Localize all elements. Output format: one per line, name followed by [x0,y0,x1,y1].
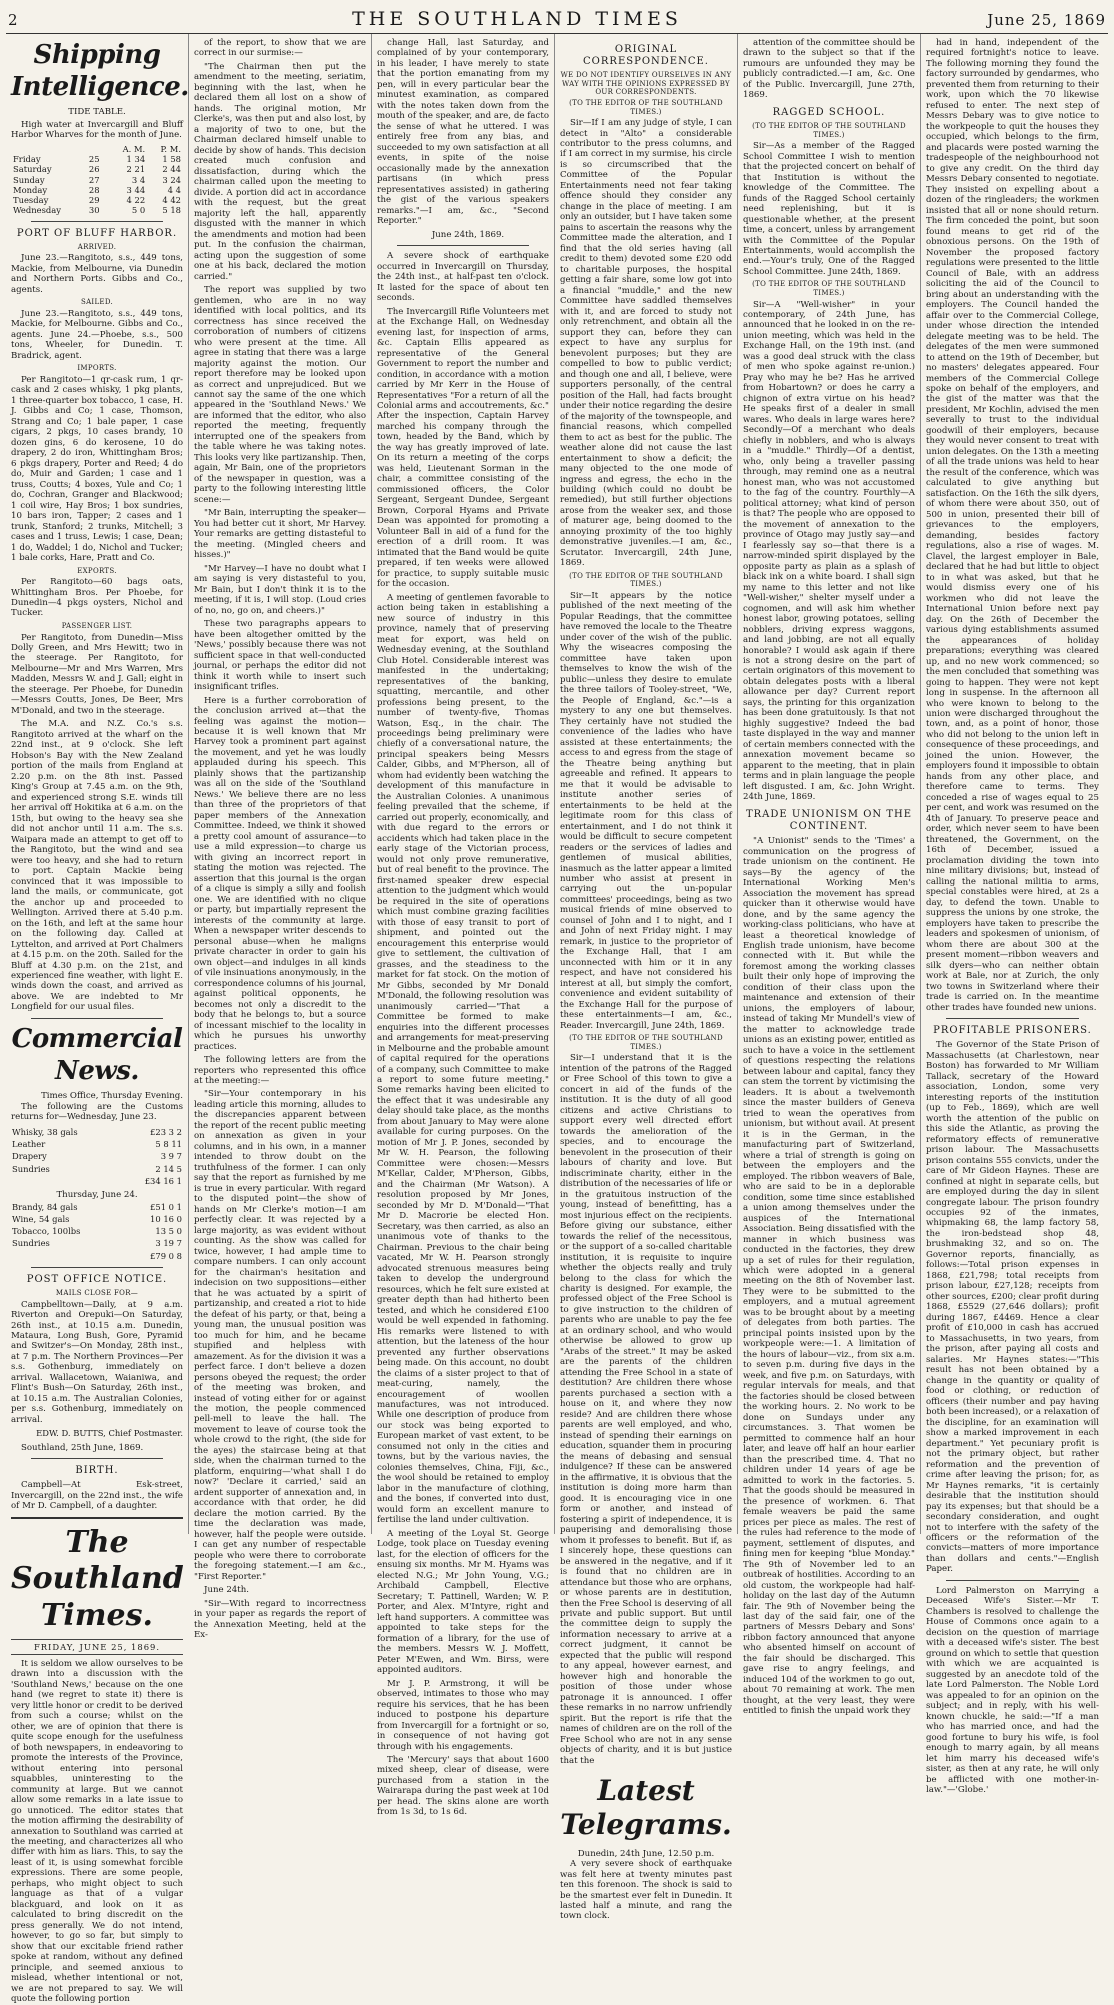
customs-table-wed [11,1126,183,1187]
to-editor: (TO THE EDITOR OF THE SOUTHLAND TIMES.) [569,98,723,116]
news-item: The 'Mercury' says that about 1600 mixed sheep, clear of disease, were purchased from a station in the Wairarapa during the past week at 10d per head. The skins alone are worth from 1s 3d, to 1s 6d. [377,1754,549,1818]
tide-table [11,144,183,216]
thursday-title: Thursday, June 24. [56,1190,138,1201]
newspaper-title: THE SOUTHLAND TIMES [352,8,682,30]
issue-date: June 25, 1869 [987,11,1106,29]
exports-label: EXPORTS. [77,566,117,575]
column-4 [555,34,738,1922]
tide-row: Wednesday 30 5 0 5 18 [13,205,181,216]
commercial-heading: Commercial News. [11,1023,183,1086]
customs-total: £79 0 8 [150,1250,182,1261]
divider [397,245,529,246]
customs-row: Whisky, 38 gals £23 3 2 [12,1126,182,1137]
divider [31,1458,163,1459]
mails-label: MAILS CLOSE FOR— [55,1289,139,1297]
article-text: "Sir—Your contemporary in his leading article this morning, alludes to the discrepancies apparent between the report of the recent public meeting on annexation as given in your columns, and in his own, in a manner intended to throw doubt on the truthfulness of the former. I can only say that the report as furnished by me is true in every particular. With regard to the disputed point—the show of hands on Mr Clerke's motion—I am perfectly clear. It was rejected by a large majority, as was evident without counting. As the show was called for twice, however, I had ample time to compare numbers. I can only account for the chairman's hesitation and indecision on two suppositions—either that he was actuated by a spirit of partizanship, and created a riot to hide the defeat of his party, or that, being a young man, the unusual position was too much for him, and he became stupified and helpless with amazement. As for the division it was a perfect farce. I don't believe a dozen persons obeyed the request; the order of the meeting was broken, and instead of voting either for or against the motion, the people commenced pell-mell to leave the hall. The movement to leave of course took the whole crowd to the right, (the side for the ayes) the staircase being at that side, when the chairman turned to the platform, enquiring—'what shall I do now?' 'Declare it carried,' said an ardent supporter of annexation and, in accordance with that order, he did declare the motion carried. By the time the declaration was made, however, half the people were outside. I can get any number of respectable people who were there to corroborate the foregoing statement.—I am &c., "First Reporter." [194,1089,366,1582]
tide-row: Sunday 27 3 4 3 24 [13,174,181,185]
divider [11,1517,183,1519]
tide-title: TIDE TABLE. [68,107,126,118]
customs-row: Sundries 2 14 5 [12,1163,182,1174]
article-text: had in hand, independent of the required fortnight's notice to leave. The following morning they found the factory surrounded by gendarmes, who prevented them from returning to their work, upon which the 70 likewise refused to enter. The next step of Messrs Debary was to give notice to the workpeople to quit the houses they occupied, which belongs to the firm, and placards were posted warning the tradespeople of the neighbourhood not to give any credit. On the third day Messrs Debary consented to negotiate. They insisted on expelling about a dozen of the ringleaders; the workmen insisted that all or none should return. The firm conceded the point, but soon found means to get rid of the obnoxious persons. On the 19th of November the proposed factory regulations were presented to the little Council of Bale, with an address soliciting the aid of the Council to bring about an understanding with the employers. The Council handed the affair over to the Commercial College, under whose direction the intended delegate meeting was to be held. The delegates of the men were summoned to attend on the 19th of December, but no masters' delegates appeared. Four members of the Commercial College spoke on behalf of the employers, and the gist of the matter was that the president, Mr Kochlin, advised the men severally to trust to the individual goodwill of their employers, because they would never consent to treat with union delegates. On the 13th a meeting of all the trade unions was held to hear the result of the conference, which was calculated to give anything but satisfaction. On the 16th the silk dyers, of whom there were about 350, out of 500 in union, presented their bill of grievances to the employers, demanding, besides factory regulations, also a rise of wages. M. Clavel, the largest employer in Bale, declared that he had but little to object to in what was asked, but that he would dismiss every one of his workmen who did not leave the International Union before next pay day. On the 26th of December the various dying establishments assumed the appearances of holiday preparations; everything was cleared up, and no new work commenced; so the men concluded that something was going to happen. They were not kept long in suspense. In the afternoon all who were known to belong to the union were discharged throughout the town, and, as a point of honor, those who did not belong to the union left in consequence of these proceedings, and joined the union. However, the employers found it impossible to obtain hands from any other place, and therefore came to terms. They conceded a rise of wages equal to 25 per cent, and work was resumed on the 4th of January. To preserve peace and order, which never seem to have been threatened, the Government, on the 16th of December, issued a proclamation dividing the town into nine military divisions; but, instead of calling the national militia to arms, special constables were hired, at 2s a day, to defend the town. Unable to suppress the unions by one stroke, the employers have taken to prescribe the leaders and spokesmen of unionism, of whom there are about 300 at the present moment—ribbon weavers and silk dyers—who can neither obtain work at Bale, nor at Zurich, the only two towns in Switzerland where their trade is carried on. In the meantime other trades have founded new unions. [926,38,1099,1013]
divider [946,1018,1079,1019]
tide-row: Tuesday 29 4 22 4 42 [13,195,181,206]
imports-text: Per Rangitoto—1 qr-cask rum, 1 qr-cask and 2 cases whisky, 1 pkg plants, 1 three-quarter box tobacco, 1 case, H. J. Gibbs and Co; 1 case, Thomson, Strang and Co; 1 bale paper, 1 case cigars, 2 pkgs, 10 cases brandy, 10 dozen gins, 6 do kerosene, 10 do drapery, 2 do iron, Whittingham Bros; 6 pkgs drapery, Porter and Reed; 4 do do, Muir and Garden; 1 case and 1 truss, Coutts; 4 boxes, Yule and Co; 1 do, Cochran, Granger and Blackwood; 1 coil wire, Hay Bros; 1 box sundries, 10 bars iron, Tapper; 2 cases and 1 trunk, Stanford; 2 trunks, Mitchell; 3 cases and 1 truss, Lewis; 1 case, Dean; 1 do, Waddel; 1 do, Nichol and Tucker; 1 bale corks, Hare, Pratt and Co. [11,374,183,564]
port-heading: PORT OF BLUFF HARBOR. [16,227,178,239]
columns [6,34,1108,2005]
column-1 [6,34,189,2005]
letter: attention of the committee should be drawn to the subject so that if the rumours are unfounded they may be publicly contradicted.—I am, &c. One of the Public. Invercargill, June 27th, 1869. [743,38,915,101]
telegrams-heading: Latest Telegrams. [560,1774,732,1842]
column-5 [738,34,921,1717]
disclaimer: WE DO NOT IDENTIFY OURSELVES IN ANY WAY WITH THE OPINIONS EXPRESSED BY OUR CORRESPONDENTS. [560,71,732,97]
arrived-label: ARRIVED. [77,242,117,251]
customs-row: Sundries 3 19 7 [12,1238,182,1249]
customs-row: Drapery 3 9 7 [12,1151,182,1162]
leader-text: It is seldom we allow ourselves to be drawn into a discussion with the 'Southland News,' because on the one hand (we regret to state it) there is very little honor or credit to be derived from such a course; whilst on the other, we are of opinion that there is quite scope enough for the usefulness of both newspapers, in endeavoring to promote the interests of the Province, without entering into personal squabbles, uninteresting to the community at large. But we cannot allow some remarks in a late issue to go unnoticed. The editor states that the motion affirming the desirability of annexation to Southland was carried at the meeting, and characterizes all who differ with him as liars. This, to say the least of it, is using somewhat forcible expressions. There are some people, perhaps, who might object to such language as that of a vulgar blackguard, and look on it as calculated to bring discredit on the press generally. We do not intend, however, to go so far, but simply to show that our excitable friend rather spoke at random, without any defined principle, and seemed anxious to mislead, whether intentional or not, we are not prepared to say. We will quote the following portion [11,1658,183,2005]
sailed-label: SAILED. [80,298,114,307]
times-office: Times Office, Thursday Evening. [41,1091,183,1102]
tide-row: Monday 28 3 44 4 4 [13,184,181,195]
column-3 [372,34,555,1818]
news-item: A severe shock of earthquake occurred in Invercargill on Thursday, the 24th inst., at half-past ten o'clock. It lasted for the space of about ten seconds. [377,251,549,304]
tide-row: Friday 25 1 34 1 58 [13,154,181,165]
postmaster-signature: EDW. D. BUTTS, Chief Postmaster. [36,1428,183,1439]
article-text: The following letters are from the reporters who represented this office at the meeting:— [194,1055,366,1086]
tide-header-row: A. M. P. M. [122,143,181,154]
shipping-report: The M.A. and N.Z. Co.'s s.s. Rangitoto arrived at the wharf on the 22nd inst., at 9 o'clock. She left Hobson's Bay with the New Zealand portion of the mails from England at 2.20 p.m. on the 8th inst. Passed King's Group at 7.45 a.m. on the 9th, and experienced strong S.E. winds till her arrival off Hokitika at 6 a.m. on the 15th, but owing to the heavy sea she did not anchor until 11 a.m. The s.s. Waipara made an attempt to get off to the Rangitoto, but the wind and sea were too heavy, and she had to return to port. Captain Mackie being convinced that it was impossible to land the mails, or communicate, got the anchor up and proceeded to Wellington. Arrived there at 5.40 p.m. on the 16th, and left at the same hour on the following day. Called at Lyttelton, and arrived at Port Chalmers at 4.15 p.m. on the 20th. Sailed for the Bluff at 4.30 p.m. on the 21st, and experienced fine weather, with light E. winds down the coast, and arrived as above. We are indebted to Mr Longfield for our usual files. [11,719,183,1013]
news-item: Mr J. P. Armstrong, it will be observed, intimates to those who may require his services, that he has been induced to postpone his departure from Invercargill for a fortnight or so, in consequence of not having got through with his engagements. [377,1678,549,1752]
exports-text: Per Rangitoto—60 bags oats, Whittingham Bros. Per Phoebe, for Dunedin—4 pkgs oysters, Nichol and Tucker. [11,577,183,619]
imports-label: IMPORTS. [77,364,117,373]
to-editor: (TO THE EDITOR OF THE SOUTHLAND TIMES.) [752,280,906,297]
customs-row: Leather 5 8 11 [12,1139,182,1150]
customs-row: Tobacco, 100lbs 13 5 0 [12,1226,182,1237]
article-text: These two paragraphs appears to have been altogether omitted by the 'News,' possibly because there was not sufficient space in that well-conducted journal, or perhaps the editor did not think it worth while to insert such insignificant trifles. [194,619,366,693]
sailed-text: June 23.—Rangitoto, s.s., 449 tons, Mackie, for Melbourne. Gibbs and Co., agents. June 24.—Phoebe, s.s., 500 tons, Wheeler, for Dunedin. T. Bradrick, agent. [11,308,183,361]
article-text: The Governor of the State Prison of Massachusetts (at Charlestown, near Boston) has forwarded to Mr William Tallack, secretary of the Howard association, London, some very interesting reports of the institution (up to Feb., 1869), which are well worth the attention of the public on this side the Atlantic, as proving the reformatory effects of remunerative prison labour. The Massachusetts prison contains 555 convicts, under the care of Mr Gideon Haynes. These are confined at night in separate cells, but are employed during the day in silent congregate labour. The prison foundry occupies 92 of the inmates, whipmaking 68, the lamp factory 58, the iron-bedstead shop 48, brushmaking 32, and so on. The Governor reports, financially, as follows:—Total prison expenses in 1868, £21,798; total receipts from prison labour, £27,128; receipts from other sources, £200; clear profit during 1868, £5529 (27,646 dollars); profit during 1867, £4469. Hence a clear profit of £10,000 in cash has accrued to Massachusetts, in two years, from the prison, after paying all costs and salaries. Mr Haynes states:—"This result has not been obtained by a change in the quantity or quality of food or clothing, or reduction of officers (their number and pay having both been increased), or a relaxation of the discipline, for an examination will show a marked improvement in each department." Yet pecuniary profit is not the primary object, but rather reformation and the prevention of crime after leaving the prison; for, as Mr Haynes remarks, "it is certainly desirable that the institution should pay its expenses; but that should be a secondary consideration, and ought not to interfere with the safety of the officers or the reformation of the convicts—matters of more importance than dollars and cents."—English Paper. [926,1040,1099,1575]
news-item: The Invercargill Rifle Volunteers met at the Exchange Hall, on Wednesday evening last, for inspection of arms, &c. Captain Ellis appeared as representative of the General Government to report the number and condition, in accordance with a motion carried by Mr Kerr in the House of Representatives "For a return of all the Colonial arms and accoutrements, &c." After the inspection, Captain Harvey marched his company through the town, headed by the Band, which by the way has greatly improved of late. On its return a meeting of the corps was held, Lieutenant Sorman in the chair, a committee consisting of the commissioned officers, the Color Sergeant, Sergeant Dundee, Sergeant Brown, Corporal Hyams and Private Dean was appointed for promoting a Volunteer Ball in aid of a fund for the erection of a drill room. It was intimated that the Band would be quite prepared, if ten weeks were allowed for practice, to supply suitable music for the occasion. [377,306,549,590]
to-editor: (TO THE EDITOR OF THE SOUTHLAND TIMES.) [569,571,723,589]
news-item: A meeting of gentlemen favorable to action being taken in establishing a new source of industry in this province, namely that of preserving meat for export, was held on Wednesday evening, at the Southland Club Hotel. Considerable interest was manifested in the undertaking; representatives of the banking, squatting, mercantile, and other professions being present, to the number of twenty-five, Thomas Watson, Esq., in the chair. The proceedings being preliminary were chiefly of a conversational nature, the principal speakers being Messrs Calder, Gibbs, and M'Pherson, all of whom had evidently been watching the development of this manufacture in the Australian Colonies. A unanimous feeling prevailed that the scheme, if carried out properly, economically, and with due regard to the errors or accidents which had taken place in the early stage of the Victorian process, would not only prove remunerative, but of real benefit to the province. The first-named speaker drew especial attention to the judgment which would be required in the site of operations which must combine grazing facilities with those of easy transit to port of shipment, and pointed out the encouragement this enterprise would give to settlement, the cultivation of grasses, and the steadiness to the market for fat stock. On the motion of Mr Gibbs, seconded by Mr Donald M'Donald, the following resolution was unanimously carried—"That a Committee be formed to make enquiries into the different processes and arrangements for meat-preserving in Melbourne and the probable amount of capital required for the operations of a company, such Committee to make a report to some future meeting." Some remarks having been elicited to the effect that it was undesirable any delay should take place, as the months from about January to May were alone available for curing purposes. On the motion of Mr J. P. Jones, seconded by Mr W. H. Pearson, the following Committee were chosen:—Messrs M'Kellar, Calder, M'Pherson, Gibbs, and the Chairman (Mr Watson). A resolution proposed by Mr Jones, seconded by Mr D. M'Donald—"That Mr D. Macrorie be elected Hon. Secretary, was then carried, as also an unanimous vote of thanks to the Chairman. Previous to the chair being vacated, Mr W. H. Pearson strongly advocated strenuous measures being taken to develop the underground resources, which he felt sure existed at greater depth than had hitherto been tested, and which he considered £100 would be well expended in fathoming. His remarks were listened to with attention, but the lateness of the hour prevented any further observations being made. On this account, no doubt the claims of a sister project to that of meat-curing, namely, the encouragement of woollen manufactures, was not introduced. While one description of produce from our stock was being exported to European market of vast extent, to be consumed not only in the cities and towns, but by the various navies, the colonies themselves, China, Fiji, &c., the wool should be retained to employ labor in the manufacture of clothing, and the bones, if converted into dust, would form an excellent manure to fertilise the land under cultivation. [377,592,549,1526]
post-office-heading: POST OFFICE NOTICE. [26,1273,168,1285]
column-2 [189,34,372,1641]
leader-dateline: FRIDAY, JUNE 25, 1869. [11,1639,183,1655]
article-date: June 24th. [204,1585,249,1596]
customs-note: The following are the Customs returns for—Wednesday, June 23. [11,1101,183,1123]
article-text: of the report, to show that we are correct in our surmise:— [194,38,366,59]
to-editor: (TO THE EDITOR OF THE SOUTHLAND TIMES.) [569,1034,723,1051]
divider [946,1580,1079,1581]
customs-total: £34 16 1 [144,1175,182,1186]
to-editor: (TO THE EDITOR OF THE SOUTHLAND TIMES.) [752,122,906,139]
post-date: Southland, 25th June, 1869. [21,1442,144,1453]
shipping-heading: Shipping Intelligence. [11,40,189,102]
birth-text: Campbell—At Esk-street, Invercargill, on the 22nd inst., the wife of Mr D. Campbell, of a daughter. [11,1480,183,1512]
correspondence-heading: ORIGINAL CORRESPONDENCE. [583,44,709,68]
prisoners-heading: PROFITABLE PRISONERS. [933,1025,1092,1037]
telegram-text: A very severe shock of earthquake was felt here at twenty minutes past ten this forenoon. The shock is said to be the smartest ever felt in Dunedin. It lasted half a minute, and rang the town clock. [560,1859,732,1922]
letter: Sir—A "Well-wisher" in your contemporary, of 24th June, has announced that he looked in on the re-union meeting, which was held in the Exchange Hall, on the 19th inst. (and was a good deal struck with the class of men who spoke against re-union.) Pray who may he be? Has he arrived from Hobartown? or does he carry a chignon of extra virtue on his head? He speaks first of a dealer in small wares. Who deals in large wares here? Secondly—Of a merchant who deals chiefly in nobblers, and who is always in a "muddle." Thirdly—Of a dentist, who, only being a traveller passing through, may remind one as a neutral honest man, who was not accustomed to the fag of the country. Fourthly—A political attorney; what kind of person is that? The people who are opposed to the movement of annexation to the province of Otago may justly say—and I fearlessly say so—that there is a narrow-minded spirit displayed by the opposite party as plain as a splash of black ink on a white board. I shall sign my name to this letter and not like "Well-wisher," shelter myself under a cognomen, and will ask him whether honest labor, growing potatoes, selling nobblers, driving express waggons, and land jobbing, are not all equally honorable? I would ask again if there is not a strong desire on the part of certain originators of this movement to obtain delegates posts with a liberal allowance per day? Current report says, the printing for this organization has been done gratuitously. Is that not highly suggestive? Indeed the bad taste displayed in the way and manner of certain members connected with the annexation movement became so apparent to the meeting, that in plain terms and in plain language the people left disgusted. I am, &c. John Wright. 24th June, 1869. [743,299,915,803]
trade-unionism-heading: TRADE UNIONISM ON THE CONTINENT. [745,808,913,832]
letter: Sir—If I am any judge of style, I can detect in "Alto" a considerable contributor to the press columns, and if I am correct in my surmise, his circle is so circumscribed that the Committee of the Popular Entertainments need not fear taking offence should they consider any change in the place of meeting. I am only an outsider, but I have taken some pains to ascertain the reasons why the Committee made the alteration, and I find that the old series having (all credit to them) devoted some £20 odd to charitable purposes, the hospital getting a fair share, some low got into a financial "muddle," and the new Committee have saddled themselves with it, and are forced to study not only retrenchment, and obtain all the support they can, before they can expect to have any surplus for benevolent purposes; but they are compelled to bow to public verdict; and though one and all, I believe, were supporters personally, of the central position of the Hall, had facts brought under their notice regarding the desire of the majority of the townspeople, and financial reasons, which compelled them to act as best for the public. The weather alone did not cause the last entertainment to show a deficit; the many objected to the one mode of ingress and egress, the echo in the building (which could no doubt be remedied), but still further objections arose from the weaker sex, and those of maturer age, being doomed to the annoying proximity of the too highly demonstrative juveniles.—I am, &c., Scrutator. Invercargill, 24th June, 1869. [560,118,732,569]
birth-heading: BIRTH. [75,1465,119,1477]
article-date: June 24th, 1869. [431,229,505,240]
letter: Sir—It appears by the notice published of the next meeting of the Popular Readings, that the committee have removed the locale to the Theatre under cover of the wish of the public. Why the wiseacres composing the committee have taken upon themselves to know the wish of the public—unless they desire to emulate the three tailors of Tooley-street, "We, the People of England, &c."—is a mystery to any one but themselves. They certainly have not studied the convenience of the ladies who have assisted at these entertainments; the access to and egress from the stage of the Theatre being anything but agreeable and refined. It appears to me that it would be advisable to institute another series of entertainments to be held at the legitimate room for this class of entertainment, and I do not think it would be difficult to secure competent readers or the services of ladies and gentlemen of musical abilities, inasmuch as the latter appear a limited number who assist at present in carrying out the un-popular committees' proceedings, being as two musical friends of mine observed to counsel of John and I to night, and I and John of next Friday night. I may remark, in justice to the proprietor of the Exchange Hall, that I am unconnected with him or it in any respect, and have not considered his interest at all, but simply the comfort, convenience and evident suitability of the Exchange Hall for the purpose of these entertainments—I am, &c., Reader. Invercargill, June 24th, 1869. [560,590,732,1031]
masthead [6,0,1108,34]
divider [31,1267,163,1268]
news-item: A meeting of the Loyal St. George Lodge, took place on Tuesday evening last, for the election of officers for the ensuing six months. Mr M. Hyams was elected N.G.; Mr John Young, V.G.; Archibald Campbell, Elective Secretary; T. Pattinell, Warden; W. P. Porter, and Alex. M'Intyre, right and left hand supporters. A committee was appointed to take steps for the formation of a library, for the use of the members. Messrs W. J. Moffett, Peter M'Ewen, and Wm. Birss, were appointed auditors. [377,1528,549,1676]
customs-row: Brandy, 84 gals £51 0 1 [12,1201,182,1212]
article-text: Lord Palmerston on Marrying a Deceased Wife's Sister.—Mr T. Chambers is resolved to challenge the House of Commons once again to a decision on the question of marriage with a deceased wife's sister. The best ground on which to settle that question with which we are acquainted is suggested by an anecdote told of the late Lord Palmerston. The Noble Lord was appealed to for an opinion on the subject; and in reply, with his well-known chuckle, he said:—"If a man who has married once, and had the good fortune to bury his wife, is fool enough to marry again, by all means let him marry his deceased wife's sister, as then at any rate, he will only be afflicted with one mother-in-law."—'Globe.' [926,1585,1099,1796]
article-text: "A Unionist" sends to the 'Times' a communication on the progress of trade unionism on the continent. He says—By the agency of the International Working Men's Association the movement has spread quicker than it otherwise would have done, and by the same agency the working-class politicians, who have at least a theoretical knowledge of English trade unionism, have become connected with it. But while the foremost among the working classes built their only hope of improving the condition of their class upon the maintenance and extension of their unions, the employers of labour, instead of taking Mr Mundell's view of the matter to acknowledge trade unions as an existing power, entitled as such to have a voice in the settlement of questions respecting the relations between labour and capital, fancy they can stem the torrent by victimising the leaders. It is about a twelvemonth since the master builders of Geneva tried to wean the operatives from unionism, but without avail. At present it is in the German, in the manufacturing part of Switzerland, where a trial of strength is going on between the employers and the employed. The ribbon weavers of Bale, who are said to be in a deplorable condition, some time since established a union among themselves under the auspices of the International Association. Being dissatisfied with the manner in which business was conducted in the factories, they drew up a set of rules for their regulation, which were adopted in a general meeting on the 8th of November last. They were to be submitted to the employers, and a mutual agreement was to be brought about by a meeting of delegates from both parties. The principal points insisted upon by the workpeople were:—1. A limitation of the hours of labour—viz., from six a.m. to seven p.m. during five days in the week, and five p.m. on Saturdays, with regular intervals for meals, and that the factories should be closed between the working hours. 2. No work to be done on Sundays under any circumstances. 3. That women be permitted to commence half an hour later, and leave off half an hour earlier than the prescribed time. 4. That no children under 14 years of age be admitted to work in the factories. 5. That the goods should be measured in the presence of workmen. 6. That female weavers be paid the same prices per piece as males. The rest of the rules had reference to the mode of payment, settlement of disputes, and fining men for keeping "blue Monday." The 9th of November led to an outbreak of hostilities. According to an old custom, the workpeople had half-holiday on the last day of the Autumn fair. The 9th of November being the last day of the said fair, one of the partners of Messrs Debary and Sons' ribbon factory announced that anyone who absented himself on account of the fair should be discharged. This gave rise to angry feelings, and induced 104 of the workmen to go out, about 70 remaining at work. The men thought, at the very least, they were entitled to finish the unpaid work they [743,836,916,1717]
column-6 [921,34,1104,1796]
letter: Sir—I understand that it is the intention of the patrons of the Ragged or Free School of this town to give a concert in aid of the funds of the institution. It is the duty of all good citizens and active Christians to support every well directed effort towards the amelioration of the species, and to encourage the benevolent in the prosecution of their labours of charity and love. But indiscriminate charity, either in the distribution of the necessaries of life or in the gratuitous instruction of the young, instead of benefitting, has a most injurious effect on the recipients. Before giving our substance, either towards the relief of the necessitous, or the support of a so-called charitable institution, it is requisite to inquire whether the objects really and truly belong to the class for which the charity is designed. For example, the professed object of the Free School is to give instruction to the children of parents who are unable to pay the fee at an ordinary school, and who would otherwise be allowed to grow up "Arabs of the street." It may be asked are the parents of the children attending the Free School in a state of destitution? Are children there whose parents purchased a section with a house on it, and where they now reside? And are children there whose parents are well employed, and who, instead of spending their earnings on education, squander them in procuring the means of debasing and sensual indulgence? If these can be answered in the affirmative, it is obvious that the institution is doing more harm than good. It is encouraging vice in one form or another, and instead of fostering a spirit of independence, it is pauperising and demoralising those whom it professes to benefit. But if, as I sincerely hope, these questions can be answered in the negative, and if it is found that no children are in attendance but those who are orphans, or whose parents are in destitution, then the Free School is deserving of all private and public support. But until the committee deign to supply the information necessary to arrive at a correct judgment, it cannot be expected that the public will respond to any appeal, however earnest, and however high and honorable the position of those under whose patronage it is announced. I offer these remarks in no narrow unfriendly spirit. But the report is rife that the names of children are on the roll of the Free School who are not in any sense objects of charity, and it is but justice that the [560,1053,732,1766]
article-text: change Hall, last Saturday, and complained of by your contemporary, in his leader, I have merely to state that the portion emanating from my pen, will in every particular bear the minutest examination, as compared with the notes taken down from the mouth of the speaker, and are, de facto the sense of what he uttered. I was entirely free from any bias, and succeeded to my own satisfaction at all events, in spite of the noise occasionally made by the annexation partisans (in which press representatives assisted) in gathering the gist of the various speakers remarks."—I am, &c., "Second Reporter." [377,38,549,227]
arrived-text: June 23.—Rangitoto, s.s., 449 tons, Mackie, from Melbourne, via Dunedin and Northern Ports. Gibbs and Co., agents. [11,253,183,295]
customs-row: Wine, 54 gals 10 16 0 [12,1213,182,1224]
page-number: 2 [8,11,18,29]
letter: Sir—As a member of the Ragged School Committee I wish to mention that the projected concert on behalf of that Institution is without the knowledge of the Committee. The funds of the Ragged School certainly need replenishing, but it is questionable whether, at the present time, a concert, unless by arrangement with the Committee of the Popular Entertainments, would accomplish the end.—Your's truly, One of the Ragged School Committee. June 24th, 1869. [743,141,915,277]
divider [31,1018,163,1019]
passenger-text: Per Rangitoto, from Dunedin—Miss Dolly Green, and Mrs Hewitt; two in the steerage. Per Rangitoto, for Melbourne—Mr and Mrs Warren, Mrs Madden, Messrs W. and J. Gall; eight in the steerage. Per Phoebe, for Dunedin—Messrs Coutts, Jones, De Beer, Mrs M'Donald, and two in the steerage. [11,632,183,716]
divider [31,221,163,222]
article-text: "Mr Bain, interrupting the speaker—You had better cut it short, Mr Harvey. Your remarks are getting distasteful to the meeting. (Mingled cheers and hisses.)" [194,508,366,561]
article-text: "The Chairman then put the amendment to the meeting, seriatim, beginning with the last, when he declared them all lost on a show of hands. The original motion, Mr Clerke's, was then put and also lost, by a majority of two to one, but the Chairman declared himself unable to decide by show of hands. This decision created much confusion and dissatisfaction, during which the chairman called upon the meeting to divide. A portion did act in accordance with the request, but the great majority left the hall, apparently disgusted with the manner in which the amendments and motion had been put. In the confusion the chairman, acting upon the suggestion of some one at his back, declared the motion carried." [194,61,366,282]
telegram-dateline: Dunedin, 24th June, 12.50 p.m. [577,1848,715,1859]
customs-table-thu [11,1201,183,1262]
post-office-text: Campbelltown—Daily, at 9 a.m. Riverton and Orepuki—On Saturday, 26th inst., at 10.15 a.m. Dunedin, Mataura, Long Bush, Gore, Pyramid and Switzer's—On Monday, 28th inst., at 7 p.m. The Northern Provinces—Per s.s. Gothenburg, immediately on arrival. Wallacetown, Waianiwa, and Flint's Bush—On Saturday, 26th inst., at 10.15 a.m. The Australian Colonies, per s.s. Gothenburg, immediately on arrival. [11,1299,183,1425]
tide-note: High water at Invercargill and Bluff Harbor Wharves for the month of June. [11,119,183,141]
article-text: "Sir—With regard to incorrectness in your paper as regards the report of the Annexation Meeting, held at the Ex- [194,1598,366,1641]
passenger-label: PASSENGER LIST. [61,621,133,630]
tide-row: Saturday 26 2 21 2 44 [13,164,181,175]
article-text: "Mr Harvey—I have no doubt what I am saying is very distasteful to you, Mr Bain, but I don't think it is to the meeting, if it is, I will stop. (Loud cries of no, no, go on, and cheers.)" [194,563,366,616]
article-text: The report was supplied by two gentlemen, who are in no way identified with local politics, and its correctness has since received the corroboration of numbers of citizens who were present at the time. All agree in stating that there was a large majority against the motion. Our report therefore may be looked upon as correct and unprejudiced. But we cannot say the same of the one which appeared in the 'Southland News.' We are informed that the editor, who also reported the meeting, frequently interrupted one of the speakers from the table where he was taking notes. This looks very like partizanship. Then, again, Mr Bain, one of the proprietors of the newspaper in question, was a party to the following interesting little scene:— [194,285,366,505]
article-text: Here is a further corroboration of the conclusion arrived at—that the feeling was against the motion—because it is well known that Mr Harvey took a prominent part against the movement, and yet he was loudly applauded during his speech. This plainly shows that the partizanship was all on the side of the 'Southland News.' We believe there are no less than three of the proprietors of that paper members of the Annexation Committee. Indeed, we think it showed a pretty cool amount of assurance—to use a mild expression—to charge us with giving an incorrect report in stating the motion was rejected. The assertion that this journal is the organ of a clique is simply a silly and foolish one. We are identified with no clique or party, but impartially represent the interests of the community at large. When a newspaper writer descends to personal abuse—when he maligns private character in order to gain his own object—and indulges in all kinds of vile insinuations anonymously, in the correspondence columns of his journal, against political opponents, he becomes not only a discredit to the body that he belongs to, but a source of incessant mischief to the locality in which he pursues his unworthy practices. [194,695,366,1052]
paper-title: The Southland Times. [11,1524,184,1633]
ragged-school-heading: RAGGED SCHOOL. [772,106,886,118]
